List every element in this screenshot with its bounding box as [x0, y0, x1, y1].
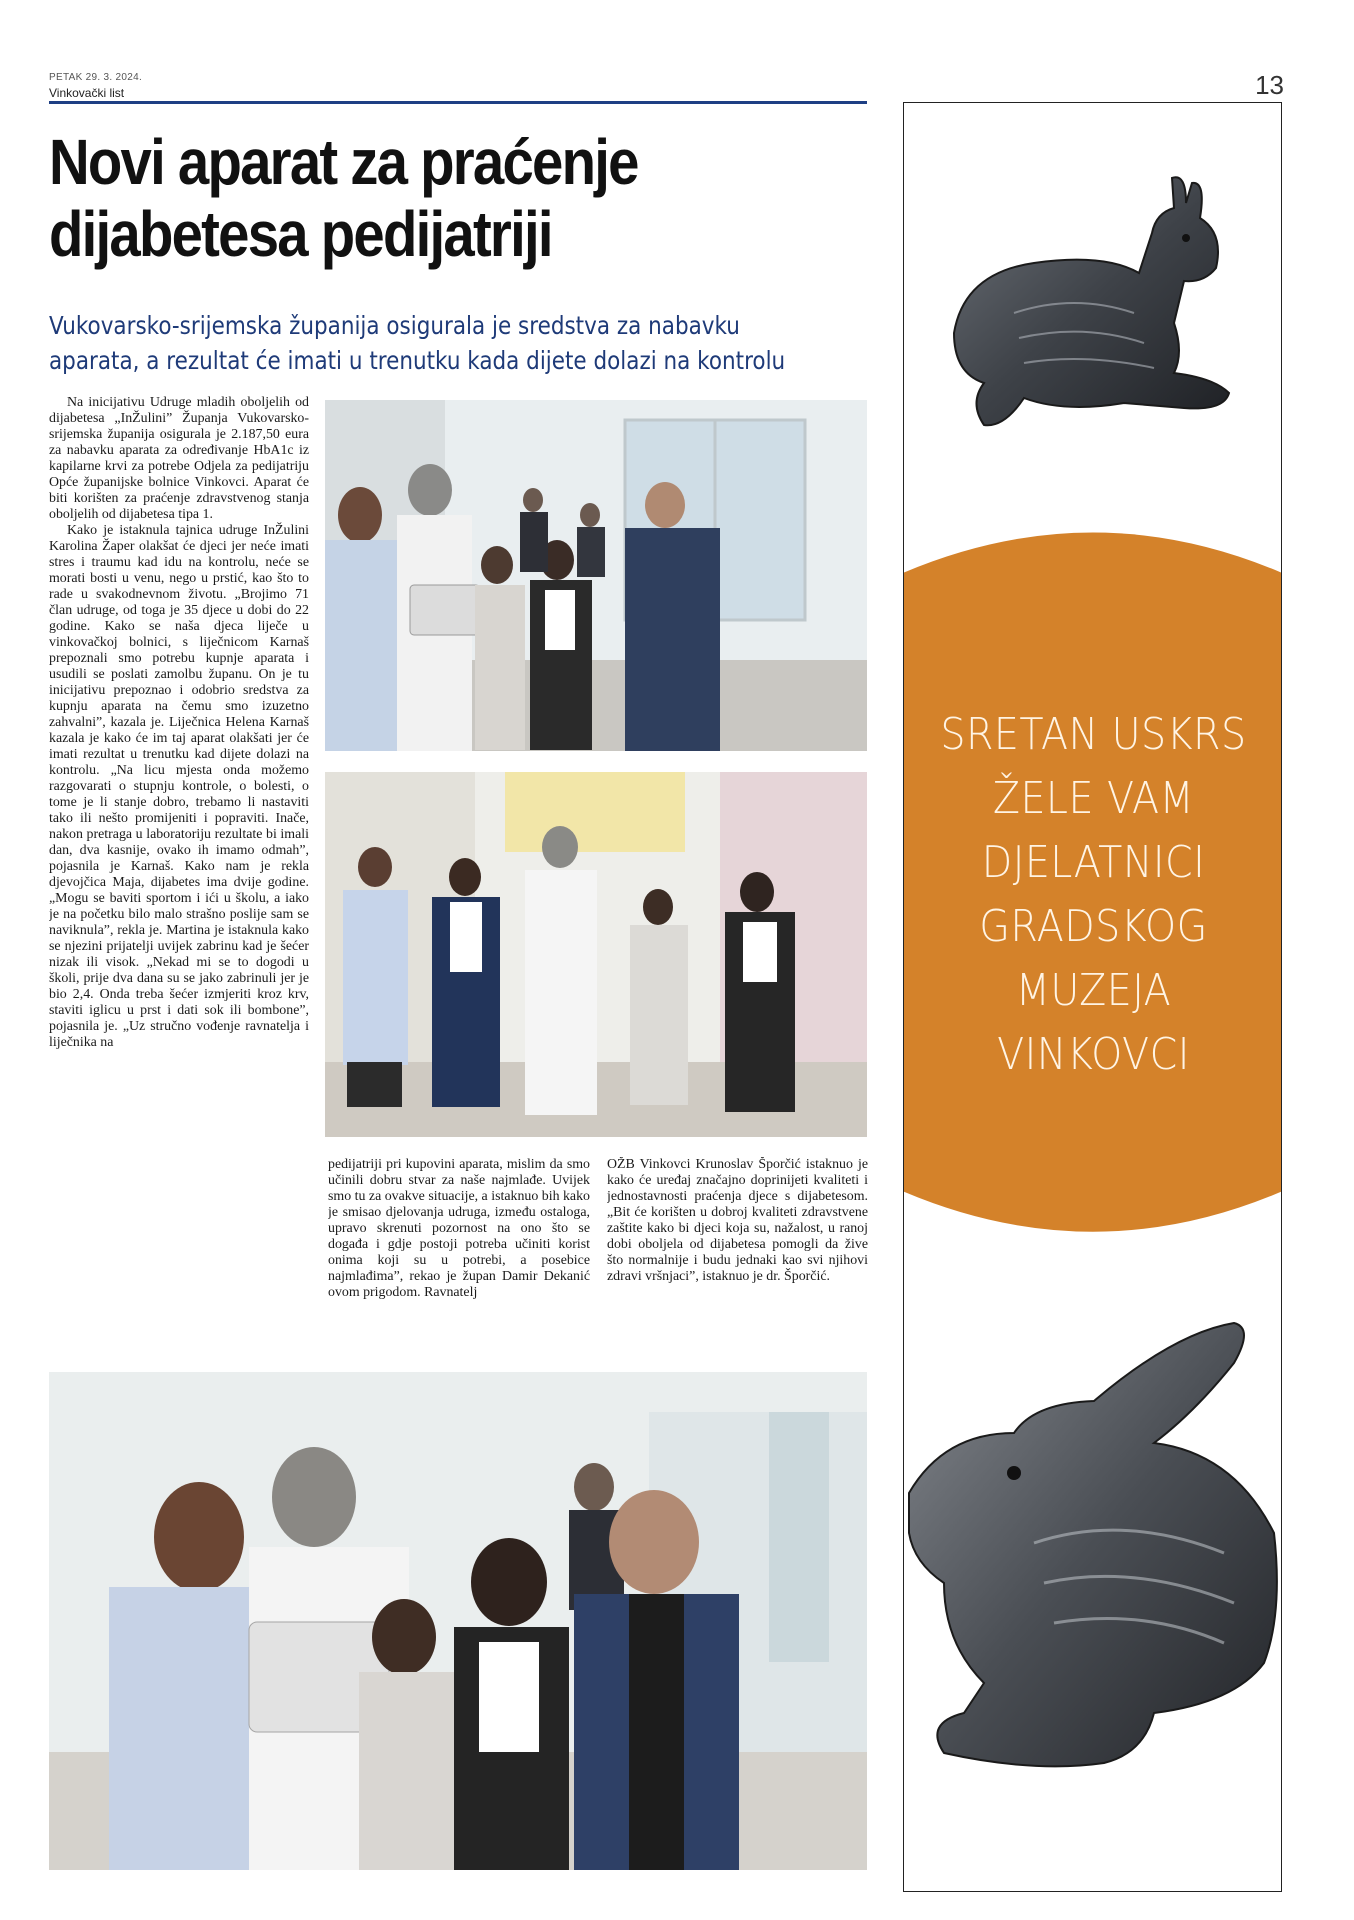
paragraph-1: Na inicijativu Udruge mladih oboljelih od dijabetesa „InŽulini” Županja Vukovarsko-srijemska županija osigurala je 2.187,50 eura za nabavku aparata za određivanje HbA1c iz kapilarne krvi za potrebe Odjela za pedijatriju Opće županijske bolnice Vinkovci. Aparat će biti korišten za praćenje zdravstvenog stanja oboljelih od dijabetesa tipa 1. [49, 395, 309, 522]
photo-group [325, 772, 867, 1137]
ad-line-1: SRETAN USKRS [940, 709, 1247, 760]
article-column-right [607, 1157, 868, 1357]
ad-greeting-text [923, 703, 1264, 1087]
header-rule [49, 101, 867, 104]
page-number: 13 [1255, 70, 1284, 100]
article-column-left [49, 395, 309, 1360]
article-column-middle [328, 1157, 590, 1357]
article-subhead [49, 308, 786, 378]
subhead-line-1: Vukovarsko-srijemska županija osigurala je sredstva za nabavku [49, 311, 740, 340]
rabbit-figurine-top-icon [924, 163, 1264, 463]
subhead-line-2: aparata, a rezultat će imati u trenutku kada dijete dolazi na kontrolu [49, 346, 786, 375]
photo-handover-closeup [49, 1372, 867, 1870]
easter-greeting-ad [903, 102, 1282, 1892]
paragraph-continued-middle: pedijatriji pri kupovini aparata, mislim da smo učinili dobru stvar za naše najmlađe. Uvijek smo tu za ovakve situacije, a istaknuo bih kako je smisao djelovanja udruga, između ostaloga, upravo skrenuti pozornost na ono što se događa i gdje postoji potreba učiniti korist onima koji su u potrebi, a posebice najmlađima”, rekao je župan Damir Dekanić ovom prigodom. Ravnatelj [328, 1157, 590, 1300]
paragraph-2: Kako je istaknula tajnica udruge InŽulini Karolina Žaper olakšat će djeci jer neće imati stres i traumu kad idu na kontrolu, neće se morati bosti u venu, nego u prstić, kao što to rade u svakodnevnom životu. „Brojimo 71 član udruge, od toga je 35 djece u dobi do 22 godine. Kako se naša djeca liječe u vinkovačkoj bolnici, s liječnicom Karnaš prepoznali smo potrebu kupnje aparata i usudili se poslati zamolbu županu. On je tu inicijativu prepoznao i odobrio sredstva za kupnju aparata na čemu smo izuzetno zahvalni”, kazala je. Liječnica Helena Karnaš kazala je kako će im taj aparat olakšati jer će imati rezultat u trenutku kad dijete dolazi na kontrolu. „Na licu mjesta onda možemo razgovarati o stupnju kontrole, o bolesti, o tome je li stanje dobro, trebamo li nastaviti tako ili nešto promijeniti i popraviti. Inače, nakon pretraga u laboratoriju rezultate bi imali dan, dva kasnije, ovako ih imamo odmah”, pojasnila je Karnaš. Kako nam je rekla djevojčica Maja, dijabetes ima dvije godine. „Mogu se baviti sportom i ići u školu, a iako je na početku bilo malo strašno poslije sam se naviknula”, rekla je. Martina je istaknula kako se njezini prijatelji uvijek zabrinu kad je šećer nizak ili visok. „Nekad mi se to dogodi u školi, prije dva dana su se jako zabrinuli jer je bio 2,4. Onda treba šećer izmjeriti kroz krv, staviti iglicu u prst i dati sok ili bombone”, pojasnila je. „Uz stručno vođenje ravnatelja i liječnika na [49, 523, 309, 1050]
issue-date: PETAK 29. 3. 2024. [49, 72, 143, 83]
rabbit-figurine-bottom-icon [904, 1283, 1282, 1843]
ad-line-2: ŽELE VAM [992, 773, 1195, 824]
ad-line-4: GRADSKOG [979, 901, 1208, 952]
ad-line-5: MUZEJA [1015, 965, 1172, 1016]
photo-device-handover [325, 400, 867, 751]
paragraph-continued-right: OŽB Vinkovci Krunoslav Šporčić istaknuo je kako će uređaj značajno doprinijeti kvaliteti i jednostavnosti praćenja djece s dijabetesom. „Bit će korišten u dobroj kvaliteti zdravstvene zaštite kako bi djeci koja su, nažalost, u ranoj dobi oboljela od dijabetesa pomogli da žive što normalnije i budu jednaki kao svi njihovi zdravi vršnjaci”, istaknuo je dr. Šporčić. [607, 1157, 868, 1284]
headline-line-2: dijabetesa pedijatriji [49, 198, 552, 270]
ad-line-6: VINKOVCI [997, 1029, 1190, 1080]
ad-line-3: DJELATNICI [981, 837, 1206, 888]
headline-line-1: Novi aparat za praćenje [49, 126, 638, 198]
publication-name: Vinkovački list [49, 86, 125, 100]
article-headline [49, 126, 771, 270]
